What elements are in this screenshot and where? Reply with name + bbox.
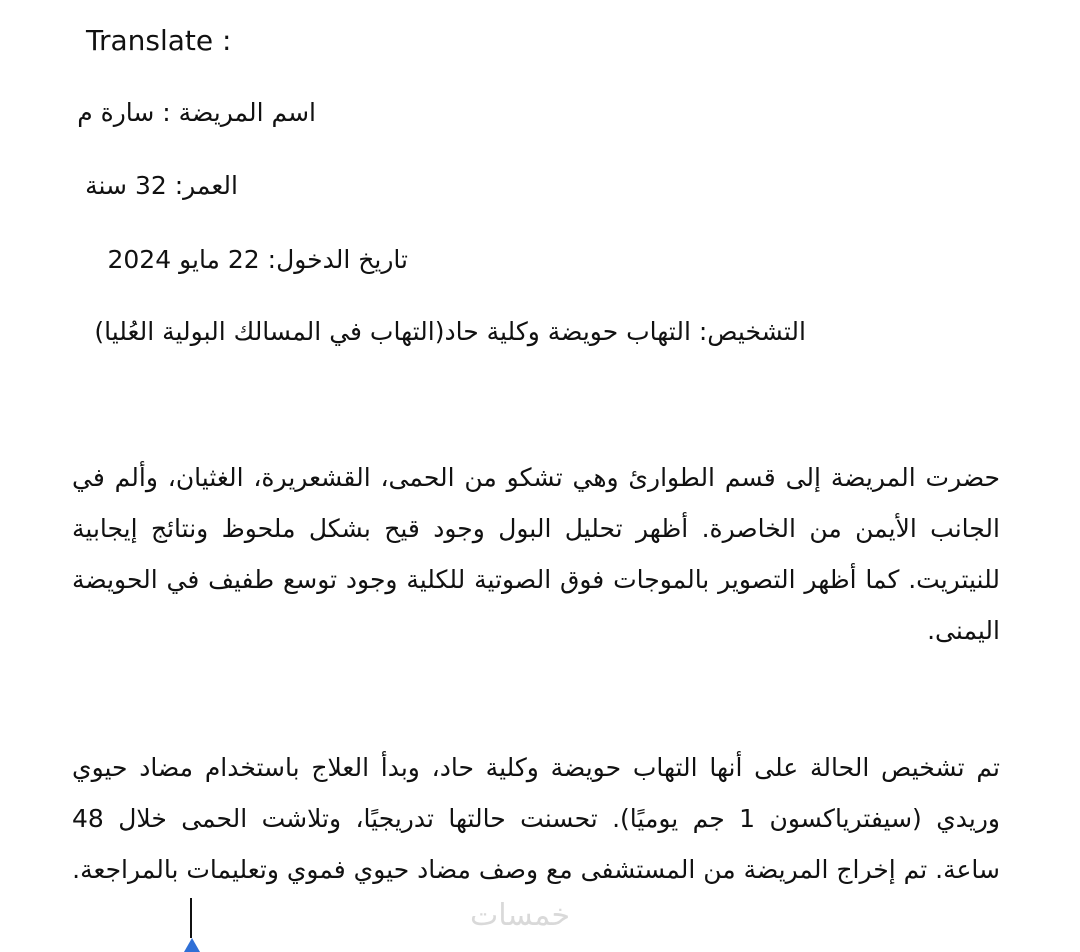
document-heading: Translate : <box>86 24 232 57</box>
text-cursor <box>190 898 192 938</box>
paragraph-presentation: حضرت المريضة إلى قسم الطوارئ وهي تشكو من الحمى، القشعريرة، الغثيان، وألم في الجانب الأيمن من الخاصرة. أظهر تحليل البول وجود قيح بشكل ملحوظ ونتائج إيجابية للنيتريت. كما أظهر التصوير بالموجات فوق الصوتية للكلية وجود توسع طفيف في الحويضة اليمنى. <box>72 463 1000 645</box>
diagnosis-line: التشخيص: التهاب حويضة وكلية حاد(التهاب في المسالك البولية العُليا) <box>94 317 806 346</box>
patient-name-line: اسم المريضة : سارة م <box>77 98 316 127</box>
admission-date-line: تاريخ الدخول: 22 مايو 2024 <box>107 245 408 274</box>
watermark-logo: خمسات <box>470 898 571 933</box>
paragraph-treatment: تم تشخيص الحالة على أنها التهاب حويضة وكلية حاد، وبدأ العلاج باستخدام مضاد حيوي وريدي (سيفترياكسون 1 جم يوميًا). تحسنت حالتها تدريجيًا، وتلاشت الحمى خلال 48 ساعة. تم إخراج المريضة من المستشفى مع وصف مضاد حيوي فموي وتعليمات بالمراجعة. <box>72 753 1000 884</box>
cursor-handle-icon[interactable] <box>184 938 200 952</box>
age-line: العمر: 32 سنة <box>85 171 238 200</box>
